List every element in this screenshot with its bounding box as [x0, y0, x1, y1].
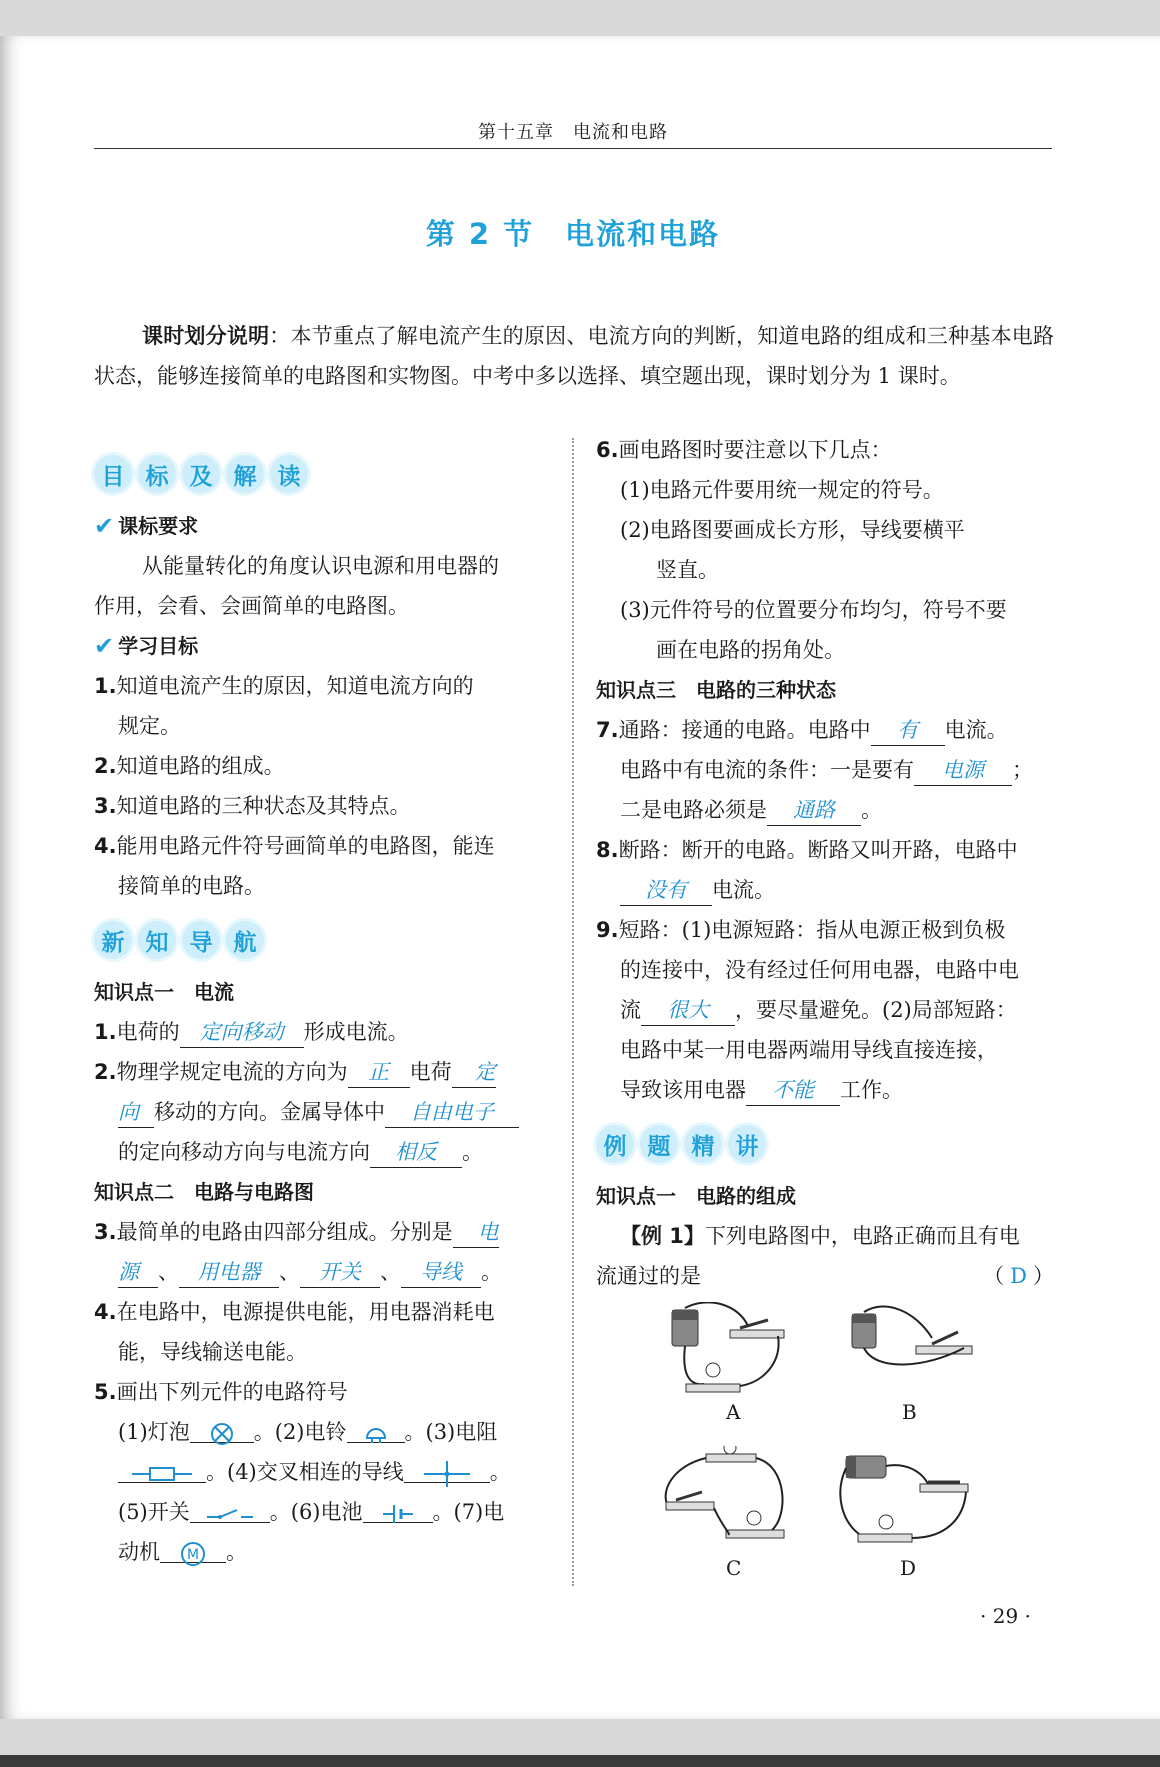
text-line: 从能量转化的角度认识电源和用电器的: [142, 554, 499, 578]
text: 的定向移动方向与电流方向: [118, 1140, 370, 1164]
answer-blank: 有: [871, 715, 945, 746]
question-8: [596, 830, 1054, 870]
badge-char: 例: [596, 1125, 634, 1163]
answer-blank: 电源: [914, 755, 1012, 786]
text: 下列电路图中，电路正确而且有电: [704, 1224, 1020, 1248]
text: (5)开关: [118, 1500, 190, 1524]
resistor-symbol-icon: [118, 1452, 206, 1483]
chapter-header: 第十五章 电流和电路: [478, 122, 668, 143]
text: 断路：断开的电路。断路又叫开路，电路中: [618, 838, 1018, 862]
question-5-row2: [94, 1452, 550, 1492]
badge-char: 讲: [728, 1125, 766, 1163]
item-number: 9.: [596, 918, 619, 942]
text: 。: [861, 798, 882, 822]
goal-item-cont: 规定。: [118, 714, 181, 738]
answer-blank: 很大: [641, 995, 735, 1026]
goal-item: [94, 786, 550, 826]
text: ，要尽量避免。(2)局部短路：: [735, 998, 1017, 1022]
answer-blank: 相反: [370, 1137, 462, 1168]
text: （: [983, 1264, 1005, 1288]
text: 二是电路必须是: [620, 798, 767, 822]
answer-blank: 定向移动: [180, 1017, 304, 1048]
switch-symbol-icon: [190, 1492, 270, 1523]
subhead-curriculum: [94, 506, 550, 546]
figure-label-b: B: [902, 1400, 917, 1424]
figure-label-a: A: [726, 1400, 741, 1424]
text: 、: [380, 1260, 401, 1284]
badge-char: 标: [138, 455, 176, 493]
example-1: [596, 1216, 1054, 1256]
question-2-cont: [94, 1132, 550, 1172]
answer-blank: 源: [118, 1257, 158, 1288]
question-2: [94, 1052, 550, 1092]
item-number: 2.: [94, 754, 117, 778]
text: 电路中有电流的条件：一是要有: [620, 758, 914, 782]
text: 画电路图时要注意以下几点：: [618, 438, 892, 462]
answer-blank: 开关: [300, 1257, 380, 1288]
intro-label: 课时划分说明: [142, 324, 270, 348]
answer-blank: 定: [452, 1057, 496, 1088]
right-column: [596, 430, 1054, 1596]
badge-char: 目: [94, 455, 132, 493]
question-4: [94, 1292, 550, 1332]
text: (1)灯泡: [118, 1420, 190, 1444]
question-6-c-cont: 画在电路的拐角处。: [656, 638, 845, 662]
column-divider: [572, 438, 574, 1586]
goal-text: 知道电路的组成。: [116, 754, 285, 778]
text: 。(4)交叉相连的导线: [206, 1460, 404, 1484]
badge-char: 知: [138, 921, 176, 959]
question-7-cont: [596, 750, 1054, 790]
question-9: [596, 910, 1054, 950]
item-number: 1.: [94, 1020, 117, 1044]
question-6: [596, 430, 1054, 470]
text: 电荷的: [116, 1020, 180, 1044]
text: 。: [462, 1140, 483, 1164]
text: 动机: [118, 1540, 160, 1564]
text: 流通过的是: [596, 1264, 701, 1288]
badge-char: 题: [640, 1125, 678, 1163]
question-5-row1: [94, 1412, 550, 1452]
answer-blank: 用电器: [179, 1257, 279, 1288]
question-5-row3: [94, 1492, 550, 1532]
question-6-c: (3)元件符号的位置要分布均匀，符号不要: [620, 598, 1007, 622]
item-number: 4.: [94, 834, 117, 858]
section-title: 第 2 节 电流和电路: [425, 217, 721, 251]
battery-symbol-icon: [363, 1492, 433, 1523]
figure-label-d: D: [900, 1556, 917, 1580]
question-5-row4: [94, 1532, 550, 1572]
example-1-cont: [596, 1256, 1054, 1296]
item-number: 2.: [94, 1060, 117, 1084]
badge-new-knowledge: [94, 912, 550, 968]
badge-char: 精: [684, 1125, 722, 1163]
badge-examples: [596, 1116, 1054, 1172]
item-number: 6.: [596, 438, 619, 462]
question-7: [596, 710, 1054, 750]
text: ）: [1033, 1264, 1054, 1288]
badge-char: 导: [182, 921, 220, 959]
question-1: [94, 1012, 550, 1052]
answer-blank: 正: [348, 1057, 410, 1088]
answer-blank: 通路: [767, 795, 861, 826]
circuit-figures: [596, 1296, 1054, 1596]
text: 。: [489, 1460, 511, 1484]
item-number: 4.: [94, 1300, 117, 1324]
question-6-a: (1)电路元件要用统一规定的符号。: [620, 478, 944, 502]
goal-text: 能用电路元件符号画简单的电路图，能连: [116, 834, 495, 858]
header-rule: [94, 148, 1052, 149]
intro-paragraph: [94, 316, 1054, 396]
text: 电流。: [944, 718, 1008, 742]
question-8-cont: [596, 870, 1054, 910]
page-number: · 29 ·: [980, 1604, 1031, 1628]
question-6-b-cont: 竖直。: [656, 558, 719, 582]
badge-char: 解: [226, 455, 264, 493]
example-label: 【例 1】: [620, 1224, 705, 1248]
question-2-cont: [94, 1092, 550, 1132]
goal-item: [94, 746, 550, 786]
item-number: 1.: [94, 674, 117, 698]
circuit-figure-a: [668, 1302, 788, 1398]
question-3-cont: [94, 1252, 550, 1292]
knowledge-point-heading: 知识点三 电路的三种状态: [596, 678, 836, 702]
answer-blank: 自由电子: [385, 1097, 519, 1128]
question-5: [94, 1372, 550, 1412]
answer-blank: 没有: [620, 875, 712, 906]
badge-objectives: [94, 446, 550, 502]
check-icon: ✔: [94, 512, 115, 540]
text: 形成电流。: [303, 1020, 409, 1044]
text: 、: [158, 1260, 179, 1284]
question-9-cont: [596, 1070, 1054, 1110]
goal-item: [94, 826, 550, 866]
text: 工作。: [840, 1078, 903, 1102]
bottom-bar: [0, 1755, 1160, 1767]
subhead-label: 学习目标: [118, 634, 199, 658]
badge-char: 航: [226, 921, 264, 959]
goal-item: [94, 666, 550, 706]
junction-symbol-icon: [404, 1452, 490, 1483]
subhead-label: 课标要求: [118, 514, 199, 538]
question-3: [94, 1212, 550, 1252]
circuit-figure-b: [846, 1302, 976, 1398]
item-number: 8.: [596, 838, 619, 862]
answer-blank: 导线: [401, 1257, 481, 1288]
text: 。: [226, 1540, 247, 1564]
example-answer: D: [1010, 1264, 1027, 1288]
figure-label-c: C: [726, 1556, 742, 1580]
question-9-cont: 的连接中，没有经过任何用电器，电路中电: [620, 958, 1019, 982]
text: 。: [481, 1260, 502, 1284]
answer-blank: 向: [118, 1097, 154, 1128]
question-6-b: (2)电路图要画成长方形，导线要横平: [620, 518, 965, 542]
answer-bracket: [983, 1256, 1054, 1296]
text-line: 作用，会看、会画简单的电路图。: [94, 594, 409, 618]
item-number: 5.: [94, 1380, 117, 1404]
intro-text: ：本节重点了解电流产生的原因、电流方向的判断，知道电路的组成和三种基本电路状态，能够连接简单的电路图和实物图。中考中多以选择、填空题出现，课时划分为 1 课时。: [94, 324, 1055, 388]
answer-blank: 不能: [746, 1075, 840, 1106]
text: 移动的方向。金属导体中: [154, 1100, 385, 1124]
question-9-cont: [596, 990, 1054, 1030]
badge-char: 读: [270, 455, 308, 493]
text: 。(7)电: [432, 1500, 505, 1524]
check-icon: ✔: [94, 632, 115, 660]
knowledge-point-heading: 知识点二 电路与电路图: [94, 1180, 314, 1204]
text: 导致该用电器: [620, 1078, 746, 1102]
item-number: 3.: [94, 1220, 117, 1244]
knowledge-point-heading: 知识点一 电路的组成: [596, 1184, 796, 1208]
badge-char: 及: [182, 455, 220, 493]
circuit-figure-c: [662, 1446, 792, 1546]
text: 电荷: [409, 1060, 452, 1084]
text: 通路：接通的电路。电路中: [618, 718, 871, 742]
goal-text: 知道电流产生的原因，知道电流方向的: [116, 674, 474, 698]
goal-text: 知道电路的三种状态及其特点。: [116, 794, 411, 818]
text: 画出下列元件的电路符号: [116, 1380, 348, 1404]
badge-char: 新: [94, 921, 132, 959]
text: 、: [279, 1260, 300, 1284]
text: ；: [1012, 758, 1033, 782]
question-9-cont: 电路中某一用电器两端用导线直接连接，: [620, 1038, 998, 1062]
bell-symbol-icon: [347, 1412, 405, 1443]
text: 。(3)电阻: [404, 1420, 498, 1444]
text: 物理学规定电流的方向为: [116, 1060, 348, 1084]
text: 短路：(1)电源短路：指从电源正极到负极: [618, 918, 1006, 942]
text: 在电路中，电源提供电能，用电器消耗电: [116, 1300, 495, 1324]
item-number: 3.: [94, 794, 117, 818]
circuit-figure-d: [836, 1454, 972, 1550]
text: 最简单的电路由四部分组成。分别是: [116, 1220, 453, 1244]
left-column: [94, 440, 550, 1572]
motor-letter: M: [186, 1546, 200, 1563]
subhead-goals: [94, 626, 550, 666]
question-7-cont: [596, 790, 1054, 830]
answer-blank: 电: [453, 1217, 499, 1248]
text: 电流。: [712, 878, 775, 902]
lamp-symbol-icon: [190, 1412, 254, 1443]
text: 流: [620, 998, 641, 1022]
text: 。(2)电铃: [253, 1420, 347, 1444]
question-4-cont: 能，导线输送电能。: [118, 1340, 307, 1364]
goal-item-cont: 接简单的电路。: [118, 874, 265, 898]
motor-symbol-icon: [160, 1532, 226, 1563]
item-number: 7.: [596, 718, 619, 742]
text: 。(6)电池: [269, 1500, 363, 1524]
knowledge-point-heading: 知识点一 电流: [94, 980, 234, 1004]
